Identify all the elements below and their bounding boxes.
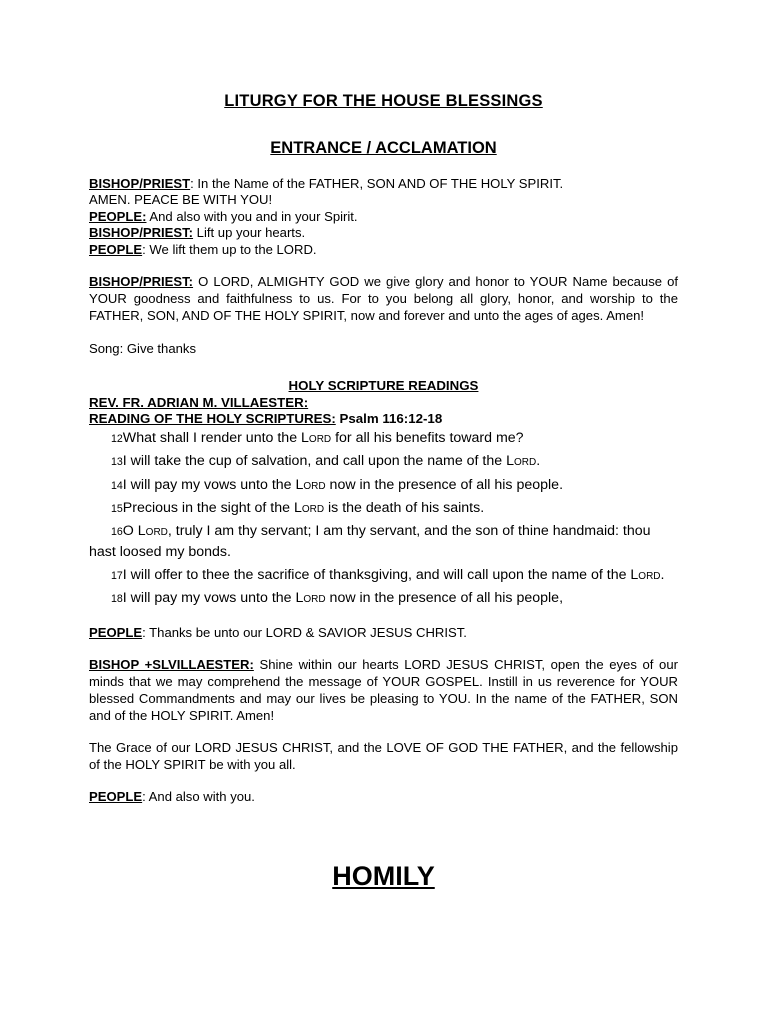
speaker-label-people: PEOPLE: <box>89 208 147 224</box>
bishop-prayer <box>89 273 678 324</box>
verse-16 <box>89 521 678 563</box>
verse-text-pre: I will pay my vows unto the <box>122 589 296 606</box>
verse-text-pre: Precious in the sight of the <box>122 499 294 516</box>
verse-12 <box>89 428 678 449</box>
divine-name: Lord <box>506 453 537 470</box>
divine-name: Lord <box>295 476 326 493</box>
opening-line-4 <box>89 242 678 258</box>
verse-text-post: . <box>536 453 541 470</box>
speaker-label-people-2: PEOPLE <box>89 241 143 257</box>
people-closing-text: : And also with you. <box>142 788 255 804</box>
opening-line-2 <box>89 209 678 225</box>
section-heading-entrance-text: ENTRANCE / ACCLAMATION <box>270 139 497 157</box>
speaker-label-bishop-priest-3: BISHOP/PRIEST: <box>89 274 194 290</box>
speaker-label-people-3: PEOPLE <box>89 624 143 640</box>
section-heading-homily: HOMILY <box>332 860 435 891</box>
verse-text-post: for all his benefits toward me? <box>331 430 524 447</box>
verse-text-post: . <box>660 566 665 583</box>
verse-15 <box>89 498 678 519</box>
speaker-label-bishop-priest: BISHOP/PRIEST <box>89 176 191 191</box>
reading-label: READING OF THE HOLY SCRIPTURES: <box>89 411 336 427</box>
opening-line-1 <box>89 176 678 192</box>
reading-reference: Psalm 116:12-18 <box>335 411 443 427</box>
verse-text-pre: I will pay my vows unto the <box>122 476 296 493</box>
verse-13 <box>89 451 678 472</box>
section-heading-entrance <box>89 139 678 158</box>
opening-line-1-text: : In the Name of the FATHER, SON AND OF THE HOLY SPIRIT. <box>190 176 564 191</box>
verse-text-post: , truly I am thy servant; I am thy servant, and the son of thine handmaid: thou hast loosed my bonds. <box>89 522 651 560</box>
divine-name: Lord <box>293 499 325 516</box>
verse-text-post: is the death of his saints. <box>324 499 485 516</box>
verse-14 <box>89 475 678 496</box>
verse-text-pre: I will take the cup of salvation, and call upon the name of the <box>122 453 507 470</box>
people-closing-line <box>89 788 678 805</box>
verse-number: 16 <box>111 525 123 538</box>
divine-name: Lord <box>630 566 661 583</box>
section-heading-readings: HOLY SCRIPTURE READINGS <box>288 378 479 394</box>
verse-number: 14 <box>111 479 123 492</box>
verse-17 <box>89 565 678 586</box>
speaker-label-people-4: PEOPLE <box>89 788 143 804</box>
verse-number: 17 <box>111 569 123 582</box>
opening-line-1-continued: AMEN. PEACE BE WITH YOU! <box>89 192 273 208</box>
opening-line-3-text: Lift up your hearts. <box>193 225 306 241</box>
people-thanks-text: : Thanks be unto our LORD & SAVIOR JESUS CHRIST. <box>142 624 467 640</box>
divine-name: Lord <box>301 430 332 447</box>
song-line: Song: Give thanks <box>89 341 196 357</box>
verse-text-post: now in the presence of all his people, <box>325 589 564 606</box>
page-title-text: LITURGY FOR THE HOUSE BLESSINGS <box>224 92 543 110</box>
verse-text-pre: What shall I render unto the <box>122 430 302 447</box>
grace-paragraph: The Grace of our LORD JESUS CHRIST, and the LOVE OF GOD THE FATHER, and the fellowship of the HOLY SPIRIT be with you all. <box>89 739 678 772</box>
opening-dialogue <box>89 176 678 258</box>
page-title <box>89 80 678 111</box>
divine-name: Lord <box>137 522 168 539</box>
people-thanks-line <box>89 624 678 641</box>
verse-number: 12 <box>111 433 123 446</box>
speaker-label-bishop-villaester: BISHOP +SLVILLAESTER: <box>89 656 254 672</box>
verse-number: 15 <box>111 502 123 515</box>
verse-text-pre: I will offer to thee the sacrifice of thanksgiving, and will call upon the name of the <box>122 566 631 583</box>
verse-text-post: now in the presence of all his people. <box>325 476 564 493</box>
verse-number: 18 <box>111 592 123 605</box>
opening-line-2-text: And also with you and in your Spirit. <box>146 208 358 224</box>
reading-reference-line <box>89 411 678 426</box>
verse-text-pre: O <box>122 522 138 539</box>
bishop-prayer-text: O LORD, ALMIGHTY GOD we give glory and honor to YOUR Name because of YOUR goodness and faithfulness to us. For to you belong all glory, honor, and worship to the FATHER, SON, AND OF THE HOLY SPIRIT, now and forever and unto the ages of ages. Amen! <box>89 274 678 324</box>
bishop-blessing <box>89 656 678 724</box>
reader-name: REV. FR. ADRIAN M. VILLAESTER: <box>89 395 309 411</box>
verse-18 <box>89 588 678 609</box>
speaker-label-bishop-priest-2: BISHOP/PRIEST: <box>89 225 194 241</box>
verse-number: 13 <box>111 456 123 469</box>
bishop-blessing-text: Shine within our hearts LORD JESUS CHRIST, open the eyes of our minds that we may comprehend the message of YOUR GOSPEL. Instill in us reverence for YOUR blessed Commandments and may our lives be pleasing to YOU. In the name of the FATHER, SON and of the HOLY SPIRIT. Amen! <box>89 656 678 723</box>
opening-line-4-text: : We lift them up to the LORD. <box>142 241 317 257</box>
divine-name: Lord <box>295 589 326 606</box>
opening-line-3 <box>89 225 678 241</box>
